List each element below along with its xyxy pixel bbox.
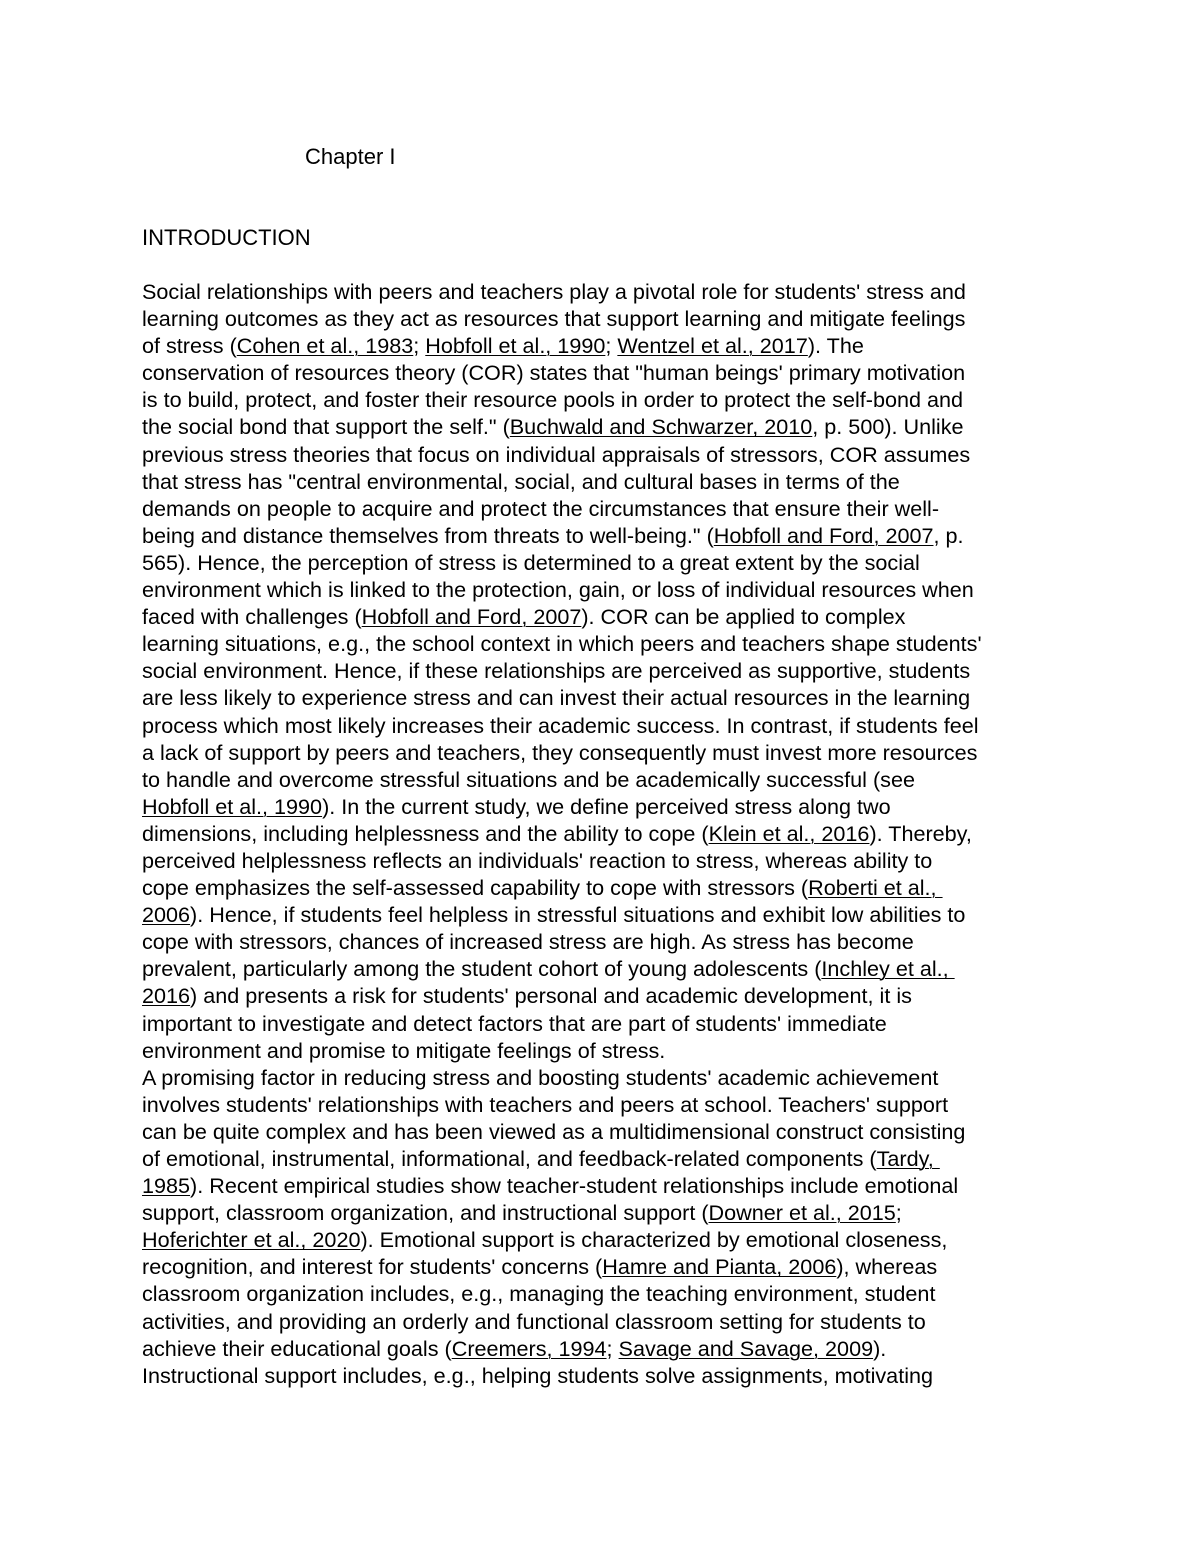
body-line [142,278,1082,305]
citation-link[interactable]: 1985 [142,1173,191,1199]
body-text-run: ). Recent empirical studies show teacher-student relationships include emotional [190,1173,959,1199]
body-text-run: , p. [933,522,964,548]
citation-link[interactable]: Hoferichter et al., 2020 [142,1227,361,1253]
body-text-run: social environment. Hence, if these relationships are perceived as supportive, students [142,658,971,684]
body-text-run: , p. 500). Unlike [812,414,964,440]
body-text-run: Instructional support includes, e.g., helping students solve assignments, motivating [142,1362,934,1388]
body-line [142,1091,1082,1118]
body-line [142,576,1082,603]
citation-link[interactable]: Wentzel et al., 2017 [617,333,808,359]
body-line [142,793,1082,820]
body-text-run: ). In the current study, we define perceived stress along two [322,793,891,819]
body-line [142,657,1082,684]
body-line [142,1118,1082,1145]
body-line [142,495,1082,522]
citation-link[interactable]: Hobfoll and Ford, 2007 [713,522,934,548]
body-line [142,630,1082,657]
body-text-run: environment which is linked to the protection, gain, or loss of individual resources when [142,577,974,603]
body-line [142,468,1082,495]
body-line [142,1280,1082,1307]
chapter-title: Chapter I [305,144,396,169]
citation-link[interactable]: Tardy, [876,1146,940,1171]
body-line [142,413,1082,440]
body-text-run: ; [895,1200,902,1226]
body-text-run: faced with challenges ( [142,604,362,630]
body-line [142,549,1082,576]
body-line [142,1064,1082,1091]
citation-link[interactable]: Cohen et al., 1983 [236,333,414,359]
body-line [142,305,1082,332]
citation-link[interactable]: Hobfoll et al., 1990 [142,793,323,819]
body-text-run: is to build, protect, and foster their resource pools in order to protect the self-bond and [142,387,964,413]
body-text-run: ; [605,333,618,359]
citation-link[interactable]: Downer et al., 2015 [708,1200,896,1226]
body-line [142,1199,1082,1226]
body-text-run: ). Emotional support is characterized by emotional closeness, [360,1227,948,1253]
body-text-run: the social bond that support the self." ( [142,414,510,440]
citation-link[interactable]: Savage and Savage, 2009 [618,1335,874,1361]
body-text [142,278,1082,1389]
citation-link[interactable]: Creemers, 1994 [451,1335,607,1361]
body-text-run: to handle and overcome stressful situations and be academically successful (see [142,766,915,792]
body-text-run: 565). Hence, the perception of stress is determined to a great extent by the social [142,549,920,575]
body-text-run: Social relationships with peers and teachers play a pivotal role for students' stress and [142,279,966,304]
body-text-run: ). Thereby, [869,820,972,846]
body-line [142,386,1082,413]
body-text-run: activities, and providing an orderly and functional classroom setting for students to [142,1308,926,1334]
body-text-run: important to investigate and detect factors that are part of students' immediate [142,1010,887,1036]
body-text-run: ; [606,1335,619,1361]
body-text-run: a lack of support by peers and teachers, they consequently must invest more resources [142,739,978,765]
body-text-run: A promising factor in reducing stress and boosting students' academic achievement [142,1064,939,1090]
body-text-run: dimensions, including helplessness and the ability to cope ( [142,820,709,846]
body-text-run: achieve their educational goals ( [142,1335,452,1361]
body-text-run: are less likely to experience stress and can invest their actual resources in the learning [142,685,971,711]
body-line [142,441,1082,468]
body-text-run: classroom organization includes, e.g., managing the teaching environment, student [142,1281,936,1307]
body-line [142,712,1082,739]
body-line [142,1362,1082,1389]
body-text-run: recognition, and interest for students' concerns ( [142,1254,603,1280]
body-text-run: perceived helplessness reflects an individuals' reaction to stress, whereas ability to [142,847,933,873]
citation-link[interactable]: Klein et al., 2016 [708,820,870,846]
body-line [142,1172,1082,1199]
citation-link[interactable]: Hobfoll et al., 1990 [425,333,606,359]
body-text-run: environment and promise to mitigate feelings of stress. [142,1037,666,1063]
body-line [142,359,1082,386]
citation-link[interactable]: Inchley et al., [821,956,955,982]
body-text-run: learning outcomes as they act as resources that support learning and mitigate feelings [142,306,966,332]
body-text-run: previous stress theories that focus on individual appraisals of stressors, COR assumes [142,441,971,467]
body-text-run: ). [873,1335,887,1361]
body-text-run: prevalent, particularly among the student cohort of young adolescents ( [142,956,822,982]
body-text-run: of stress ( [142,333,237,359]
body-line [142,1308,1082,1335]
citation-link[interactable]: Roberti et al., [808,875,943,901]
body-line [142,766,1082,793]
body-text-run: learning situations, e.g., the school context in which peers and teachers shape students' [142,631,982,657]
body-text-run: ). COR can be applied to complex [581,604,906,630]
body-line [142,928,1082,955]
citation-link[interactable]: Hobfoll and Ford, 2007 [361,604,582,630]
body-line [142,1253,1082,1280]
body-text-run: ; [413,333,426,359]
citation-link[interactable]: 2016 [142,983,191,1009]
body-line [142,1145,1082,1172]
citation-link[interactable]: Buchwald and Schwarzer, 2010 [509,414,813,440]
body-text-run: that stress has "central environmental, social, and cultural bases in terms of the [142,468,900,494]
body-text-run: can be quite complex and has been viewed as a multidimensional construct consisting [142,1118,966,1144]
body-text-run: demands on people to acquire and protect the circumstances that ensure their well- [142,495,940,521]
citation-link[interactable]: Hamre and Pianta, 2006 [602,1254,837,1280]
body-text-run: cope with stressors, chances of increased stress are high. As stress has become [142,929,914,955]
body-line [142,901,1082,928]
body-line [142,847,1082,874]
body-text-run: process which most likely increases their academic success. In contrast, if students feel [142,712,979,738]
body-text-run: ) and presents a risk for students' personal and academic development, it is [190,983,912,1009]
body-line [142,1037,1082,1064]
body-line [142,522,1082,549]
body-line [142,332,1082,359]
body-text-run: conservation of resources theory (COR) states that "human beings' primary motivation [142,360,966,386]
body-text-run: ). Hence, if students feel helpless in stressful situations and exhibit low abilities to [190,902,966,928]
body-line [142,684,1082,711]
body-line [142,820,1082,847]
body-text-run: involves students' relationships with teachers and peers at school. Teachers' support [142,1091,949,1117]
body-line [142,603,1082,630]
body-line [142,982,1082,1009]
body-text-run: cope emphasizes the self-assessed capability to cope with stressors ( [142,875,809,901]
section-heading: INTRODUCTION [142,225,311,250]
body-line [142,1010,1082,1037]
body-text-run: ), whereas [836,1254,938,1280]
body-text-run: of emotional, instrumental, informational, and feedback-related components ( [142,1146,877,1171]
body-line [142,874,1082,901]
body-line [142,1335,1082,1362]
body-line [142,955,1082,982]
citation-link[interactable]: 2006 [142,902,191,928]
body-line [142,739,1082,766]
body-text-run: ). The [807,333,864,359]
body-line [142,1226,1082,1253]
body-text-run: being and distance themselves from threats to well-being." ( [142,522,714,548]
body-text-run: support, classroom organization, and instructional support ( [142,1200,709,1226]
